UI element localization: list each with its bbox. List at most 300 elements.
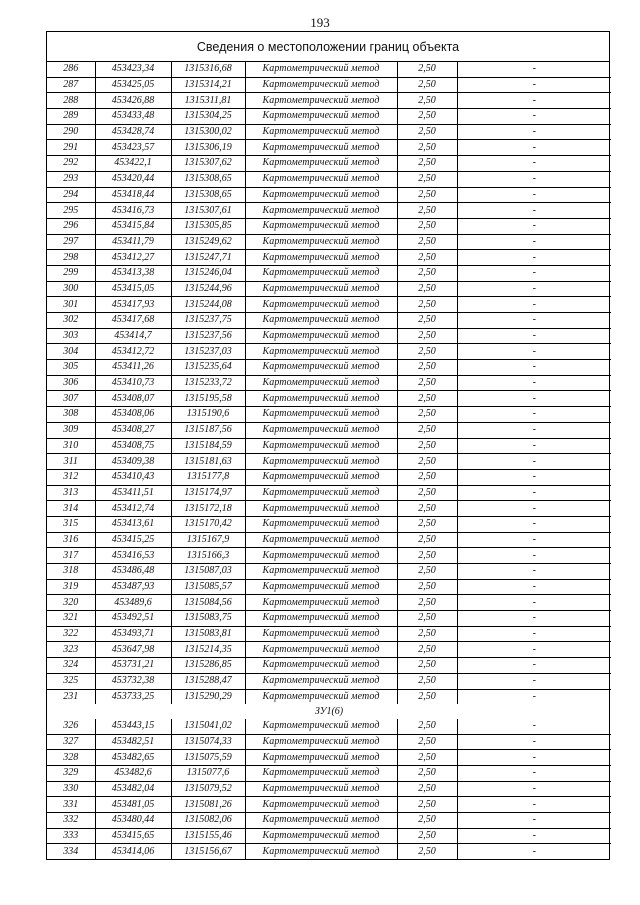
- point-number-cell: 314: [47, 501, 95, 517]
- description-cell: -: [457, 485, 611, 501]
- description-cell: -: [457, 781, 611, 797]
- measurement-method-cell: Картометрический метод: [245, 719, 397, 734]
- measurement-method-cell: Картометрический метод: [245, 203, 397, 219]
- coord-y-cell: 1315177,8: [171, 469, 245, 485]
- coord-x-cell: 453408,06: [95, 407, 171, 423]
- table-row: [47, 124, 611, 140]
- description-cell: -: [457, 626, 611, 642]
- description-cell: -: [457, 109, 611, 125]
- coord-x-cell: 453408,27: [95, 422, 171, 438]
- table-row: [47, 156, 611, 172]
- table-row: [47, 626, 611, 642]
- table-row: [47, 781, 611, 797]
- measurement-method-cell: Картометрический метод: [245, 281, 397, 297]
- description-cell: -: [457, 579, 611, 595]
- measurement-method-cell: Картометрический метод: [245, 516, 397, 532]
- description-cell: -: [457, 203, 611, 219]
- coord-y-cell: 1315316,68: [171, 62, 245, 77]
- table-row: [47, 689, 611, 704]
- coord-x-cell: 453480,44: [95, 813, 171, 829]
- description-cell: -: [457, 77, 611, 93]
- description-cell: -: [457, 422, 611, 438]
- measurement-method-cell: Картометрический метод: [245, 673, 397, 689]
- accuracy-cell: 2,50: [397, 765, 457, 781]
- table-row: [47, 187, 611, 203]
- point-number-cell: 319: [47, 579, 95, 595]
- measurement-method-cell: Картометрический метод: [245, 234, 397, 250]
- accuracy-cell: 2,50: [397, 485, 457, 501]
- measurement-method-cell: Картометрический метод: [245, 391, 397, 407]
- coord-x-cell: 453486,48: [95, 564, 171, 580]
- measurement-method-cell: Картометрический метод: [245, 407, 397, 423]
- accuracy-cell: 2,50: [397, 781, 457, 797]
- description-cell: -: [457, 828, 611, 844]
- coord-x-cell: 453443,15: [95, 719, 171, 734]
- coord-y-cell: 1315300,02: [171, 124, 245, 140]
- coord-y-cell: 1315308,65: [171, 171, 245, 187]
- coord-x-cell: 453408,07: [95, 391, 171, 407]
- description-cell: -: [457, 297, 611, 313]
- table-row: [47, 313, 611, 329]
- accuracy-cell: 2,50: [397, 93, 457, 109]
- coord-x-cell: 453433,48: [95, 109, 171, 125]
- coord-y-cell: 1315308,65: [171, 187, 245, 203]
- description-cell: -: [457, 564, 611, 580]
- accuracy-cell: 2,50: [397, 579, 457, 595]
- coord-x-cell: 453415,05: [95, 281, 171, 297]
- point-number-cell: 325: [47, 673, 95, 689]
- measurement-method-cell: Картометрический метод: [245, 844, 397, 859]
- coord-x-cell: 453422,1: [95, 156, 171, 172]
- accuracy-cell: 2,50: [397, 438, 457, 454]
- accuracy-cell: 2,50: [397, 673, 457, 689]
- measurement-method-cell: Картометрический метод: [245, 313, 397, 329]
- table-row: [47, 77, 611, 93]
- coord-x-cell: 453482,6: [95, 765, 171, 781]
- point-number-cell: 304: [47, 344, 95, 360]
- table-row: [47, 642, 611, 658]
- point-number-cell: 313: [47, 485, 95, 501]
- point-number-cell: 323: [47, 642, 95, 658]
- coord-y-cell: 1315166,3: [171, 548, 245, 564]
- table-row: [47, 250, 611, 266]
- table-row: [47, 93, 611, 109]
- point-number-cell: 332: [47, 813, 95, 829]
- description-cell: -: [457, 140, 611, 156]
- accuracy-cell: 2,50: [397, 360, 457, 376]
- accuracy-cell: 2,50: [397, 265, 457, 281]
- coord-x-cell: 453481,05: [95, 797, 171, 813]
- accuracy-cell: 2,50: [397, 454, 457, 470]
- measurement-method-cell: Картометрический метод: [245, 765, 397, 781]
- accuracy-cell: 2,50: [397, 828, 457, 844]
- table-row: [47, 438, 611, 454]
- point-number-cell: 308: [47, 407, 95, 423]
- coord-x-cell: 453732,38: [95, 673, 171, 689]
- table-row: [47, 765, 611, 781]
- measurement-method-cell: Картометрический метод: [245, 297, 397, 313]
- coord-y-cell: 1315085,57: [171, 579, 245, 595]
- point-number-cell: 288: [47, 93, 95, 109]
- point-number-cell: 301: [47, 297, 95, 313]
- accuracy-cell: 2,50: [397, 719, 457, 734]
- description-cell: -: [457, 250, 611, 266]
- coord-x-cell: 453482,65: [95, 750, 171, 766]
- table-row: [47, 579, 611, 595]
- description-cell: -: [457, 344, 611, 360]
- description-cell: -: [457, 454, 611, 470]
- point-number-cell: 295: [47, 203, 95, 219]
- table-row: [47, 658, 611, 674]
- measurement-method-cell: Картометрический метод: [245, 454, 397, 470]
- description-cell: -: [457, 313, 611, 329]
- accuracy-cell: 2,50: [397, 750, 457, 766]
- measurement-method-cell: Картометрический метод: [245, 548, 397, 564]
- measurement-method-cell: Картометрический метод: [245, 109, 397, 125]
- table-row: [47, 171, 611, 187]
- table-row: [47, 344, 611, 360]
- accuracy-cell: 2,50: [397, 391, 457, 407]
- point-number-cell: 294: [47, 187, 95, 203]
- accuracy-cell: 2,50: [397, 344, 457, 360]
- accuracy-cell: 2,50: [397, 218, 457, 234]
- coord-x-cell: 453411,26: [95, 360, 171, 376]
- coord-x-cell: 453412,74: [95, 501, 171, 517]
- point-number-cell: 231: [47, 689, 95, 704]
- coord-x-cell: 453415,25: [95, 532, 171, 548]
- point-number-cell: 322: [47, 626, 95, 642]
- measurement-method-cell: Картометрический метод: [245, 344, 397, 360]
- coordinates-table-body-2: [47, 719, 611, 859]
- point-number-cell: 296: [47, 218, 95, 234]
- measurement-method-cell: Картометрический метод: [245, 595, 397, 611]
- section-label: ЗУ1(6): [314, 705, 344, 717]
- accuracy-cell: 2,50: [397, 171, 457, 187]
- point-number-cell: 291: [47, 140, 95, 156]
- coord-y-cell: 1315174,97: [171, 485, 245, 501]
- coord-y-cell: 1315244,96: [171, 281, 245, 297]
- description-cell: -: [457, 765, 611, 781]
- point-number-cell: 292: [47, 156, 95, 172]
- description-cell: -: [457, 124, 611, 140]
- description-cell: -: [457, 734, 611, 750]
- measurement-method-cell: Картометрический метод: [245, 564, 397, 580]
- coord-x-cell: 453420,44: [95, 171, 171, 187]
- point-number-cell: 315: [47, 516, 95, 532]
- coord-y-cell: 1315081,26: [171, 797, 245, 813]
- measurement-method-cell: Картометрический метод: [245, 93, 397, 109]
- page-number: 193: [310, 15, 330, 30]
- coord-y-cell: 1315087,03: [171, 564, 245, 580]
- coord-y-cell: 1315246,04: [171, 265, 245, 281]
- coord-x-cell: 453418,44: [95, 187, 171, 203]
- coord-x-cell: 453413,38: [95, 265, 171, 281]
- point-number-cell: 310: [47, 438, 95, 454]
- accuracy-cell: 2,50: [397, 407, 457, 423]
- coord-y-cell: 1315286,85: [171, 658, 245, 674]
- measurement-method-cell: Картометрический метод: [245, 485, 397, 501]
- coord-y-cell: 1315304,25: [171, 109, 245, 125]
- coord-x-cell: 453409,38: [95, 454, 171, 470]
- accuracy-cell: 2,50: [397, 734, 457, 750]
- coord-y-cell: 1315237,56: [171, 328, 245, 344]
- table-row: [47, 844, 611, 859]
- table-row: [47, 595, 611, 611]
- description-cell: -: [457, 375, 611, 391]
- measurement-method-cell: Картометрический метод: [245, 77, 397, 93]
- coord-y-cell: 1315214,35: [171, 642, 245, 658]
- coord-x-cell: 453417,68: [95, 313, 171, 329]
- description-cell: -: [457, 469, 611, 485]
- point-number-cell: 334: [47, 844, 95, 859]
- description-cell: -: [457, 171, 611, 187]
- table-row: [47, 532, 611, 548]
- accuracy-cell: 2,50: [397, 658, 457, 674]
- description-cell: -: [457, 62, 611, 77]
- accuracy-cell: 2,50: [397, 124, 457, 140]
- coord-x-cell: 453410,43: [95, 469, 171, 485]
- point-number-cell: 318: [47, 564, 95, 580]
- measurement-method-cell: Картометрический метод: [245, 750, 397, 766]
- table-row: [47, 673, 611, 689]
- description-cell: -: [457, 218, 611, 234]
- coord-y-cell: 1315041,02: [171, 719, 245, 734]
- measurement-method-cell: Картометрический метод: [245, 501, 397, 517]
- coord-y-cell: 1315156,67: [171, 844, 245, 859]
- coord-x-cell: 453428,74: [95, 124, 171, 140]
- accuracy-cell: 2,50: [397, 532, 457, 548]
- description-cell: -: [457, 438, 611, 454]
- coord-x-cell: 453408,75: [95, 438, 171, 454]
- table-row: [47, 485, 611, 501]
- coord-y-cell: 1315187,56: [171, 422, 245, 438]
- description-cell: -: [457, 813, 611, 829]
- coord-y-cell: 1315155,46: [171, 828, 245, 844]
- measurement-method-cell: Картометрический метод: [245, 658, 397, 674]
- coord-y-cell: 1315190,6: [171, 407, 245, 423]
- table-row: [47, 281, 611, 297]
- point-number-cell: 328: [47, 750, 95, 766]
- measurement-method-cell: Картометрический метод: [245, 140, 397, 156]
- table-row: [47, 218, 611, 234]
- table-row: [47, 140, 611, 156]
- table-row: [47, 407, 611, 423]
- coordinates-table: [47, 62, 611, 859]
- measurement-method-cell: Картометрический метод: [245, 218, 397, 234]
- table-row: [47, 297, 611, 313]
- measurement-method-cell: Картометрический метод: [245, 265, 397, 281]
- point-number-cell: 302: [47, 313, 95, 329]
- description-cell: -: [457, 328, 611, 344]
- table-row: [47, 750, 611, 766]
- coord-x-cell: 453411,51: [95, 485, 171, 501]
- accuracy-cell: 2,50: [397, 203, 457, 219]
- measurement-method-cell: Картометрический метод: [245, 626, 397, 642]
- section-row: [47, 704, 611, 719]
- coord-y-cell: 1315311,81: [171, 93, 245, 109]
- table-row: [47, 813, 611, 829]
- point-number-cell: 312: [47, 469, 95, 485]
- section-row-group: [47, 704, 611, 719]
- point-number-cell: 329: [47, 765, 95, 781]
- coord-x-cell: 453415,84: [95, 218, 171, 234]
- point-number-cell: 317: [47, 548, 95, 564]
- coord-y-cell: 1315195,58: [171, 391, 245, 407]
- measurement-method-cell: Картометрический метод: [245, 124, 397, 140]
- table-row: [47, 109, 611, 125]
- coord-y-cell: 1315079,52: [171, 781, 245, 797]
- point-number-cell: 293: [47, 171, 95, 187]
- table-row: [47, 234, 611, 250]
- coord-y-cell: 1315083,81: [171, 626, 245, 642]
- measurement-method-cell: Картометрический метод: [245, 328, 397, 344]
- description-cell: -: [457, 93, 611, 109]
- measurement-method-cell: Картометрический метод: [245, 532, 397, 548]
- description-cell: -: [457, 719, 611, 734]
- measurement-method-cell: Картометрический метод: [245, 156, 397, 172]
- coord-x-cell: 453414,7: [95, 328, 171, 344]
- measurement-method-cell: Картометрический метод: [245, 781, 397, 797]
- point-number-cell: 300: [47, 281, 95, 297]
- coord-x-cell: 453733,25: [95, 689, 171, 704]
- description-cell: -: [457, 391, 611, 407]
- accuracy-cell: 2,50: [397, 844, 457, 859]
- coord-x-cell: 453412,27: [95, 250, 171, 266]
- description-cell: -: [457, 360, 611, 376]
- table-row: [47, 734, 611, 750]
- accuracy-cell: 2,50: [397, 62, 457, 77]
- coord-y-cell: 1315233,72: [171, 375, 245, 391]
- table-row: [47, 797, 611, 813]
- measurement-method-cell: Картометрический метод: [245, 171, 397, 187]
- table-row: [47, 564, 611, 580]
- point-number-cell: 307: [47, 391, 95, 407]
- measurement-method-cell: Картометрический метод: [245, 187, 397, 203]
- coord-y-cell: 1315237,75: [171, 313, 245, 329]
- coord-x-cell: 453482,04: [95, 781, 171, 797]
- coord-x-cell: 453423,34: [95, 62, 171, 77]
- point-number-cell: 327: [47, 734, 95, 750]
- coord-x-cell: 453413,61: [95, 516, 171, 532]
- coord-x-cell: 453416,53: [95, 548, 171, 564]
- accuracy-cell: 2,50: [397, 328, 457, 344]
- point-number-cell: 303: [47, 328, 95, 344]
- coord-x-cell: 453731,21: [95, 658, 171, 674]
- coord-x-cell: 453417,93: [95, 297, 171, 313]
- description-cell: -: [457, 611, 611, 627]
- measurement-method-cell: Картометрический метод: [245, 689, 397, 704]
- coord-x-cell: 453482,51: [95, 734, 171, 750]
- coord-x-cell: 453411,79: [95, 234, 171, 250]
- accuracy-cell: 2,50: [397, 109, 457, 125]
- point-number-cell: 289: [47, 109, 95, 125]
- coord-y-cell: 1315288,47: [171, 673, 245, 689]
- coord-y-cell: 1315244,08: [171, 297, 245, 313]
- accuracy-cell: 2,50: [397, 77, 457, 93]
- point-number-cell: 333: [47, 828, 95, 844]
- coord-x-cell: 453410,73: [95, 375, 171, 391]
- measurement-method-cell: Картометрический метод: [245, 438, 397, 454]
- point-number-cell: 299: [47, 265, 95, 281]
- table-row: [47, 548, 611, 564]
- coord-y-cell: 1315307,61: [171, 203, 245, 219]
- coord-x-cell: 453492,51: [95, 611, 171, 627]
- coord-x-cell: 453647,98: [95, 642, 171, 658]
- table-row: [47, 611, 611, 627]
- measurement-method-cell: Картометрический метод: [245, 360, 397, 376]
- coord-y-cell: 1315247,71: [171, 250, 245, 266]
- accuracy-cell: 2,50: [397, 797, 457, 813]
- table-row: [47, 469, 611, 485]
- point-number-cell: 311: [47, 454, 95, 470]
- measurement-method-cell: Картометрический метод: [245, 611, 397, 627]
- description-cell: -: [457, 673, 611, 689]
- table-row: [47, 328, 611, 344]
- measurement-method-cell: Картометрический метод: [245, 422, 397, 438]
- point-number-cell: 290: [47, 124, 95, 140]
- table-row: [47, 360, 611, 376]
- coord-y-cell: 1315235,64: [171, 360, 245, 376]
- measurement-method-cell: Картометрический метод: [245, 813, 397, 829]
- accuracy-cell: 2,50: [397, 234, 457, 250]
- coord-y-cell: 1315075,59: [171, 750, 245, 766]
- description-cell: -: [457, 156, 611, 172]
- coordinates-table-body-1: [47, 62, 611, 704]
- measurement-method-cell: Картометрический метод: [245, 62, 397, 77]
- accuracy-cell: 2,50: [397, 516, 457, 532]
- measurement-method-cell: Картометрический метод: [245, 797, 397, 813]
- coord-x-cell: 453423,57: [95, 140, 171, 156]
- coord-x-cell: 453426,88: [95, 93, 171, 109]
- accuracy-cell: 2,50: [397, 250, 457, 266]
- coord-x-cell: 453412,72: [95, 344, 171, 360]
- table-row: [47, 62, 611, 77]
- coord-y-cell: 1315172,18: [171, 501, 245, 517]
- coord-y-cell: 1315184,59: [171, 438, 245, 454]
- point-number-cell: 331: [47, 797, 95, 813]
- accuracy-cell: 2,50: [397, 140, 457, 156]
- coord-y-cell: 1315084,56: [171, 595, 245, 611]
- accuracy-cell: 2,50: [397, 297, 457, 313]
- accuracy-cell: 2,50: [397, 689, 457, 704]
- description-cell: -: [457, 658, 611, 674]
- coord-y-cell: 1315237,03: [171, 344, 245, 360]
- coord-y-cell: 1315314,21: [171, 77, 245, 93]
- coord-y-cell: 1315083,75: [171, 611, 245, 627]
- coord-y-cell: 1315306,19: [171, 140, 245, 156]
- coord-x-cell: 453425,05: [95, 77, 171, 93]
- table-row: [47, 516, 611, 532]
- table-row: [47, 501, 611, 517]
- table-row: [47, 375, 611, 391]
- point-number-cell: 287: [47, 77, 95, 93]
- accuracy-cell: 2,50: [397, 642, 457, 658]
- accuracy-cell: 2,50: [397, 469, 457, 485]
- description-cell: -: [457, 265, 611, 281]
- description-cell: -: [457, 187, 611, 203]
- description-cell: -: [457, 548, 611, 564]
- measurement-method-cell: Картометрический метод: [245, 469, 397, 485]
- coord-y-cell: 1315074,33: [171, 734, 245, 750]
- coord-y-cell: 1315305,85: [171, 218, 245, 234]
- coord-x-cell: 453414,06: [95, 844, 171, 859]
- coord-y-cell: 1315307,62: [171, 156, 245, 172]
- coord-x-cell: 453487,93: [95, 579, 171, 595]
- point-number-cell: 306: [47, 375, 95, 391]
- description-cell: -: [457, 407, 611, 423]
- measurement-method-cell: Картометрический метод: [245, 828, 397, 844]
- point-number-cell: 316: [47, 532, 95, 548]
